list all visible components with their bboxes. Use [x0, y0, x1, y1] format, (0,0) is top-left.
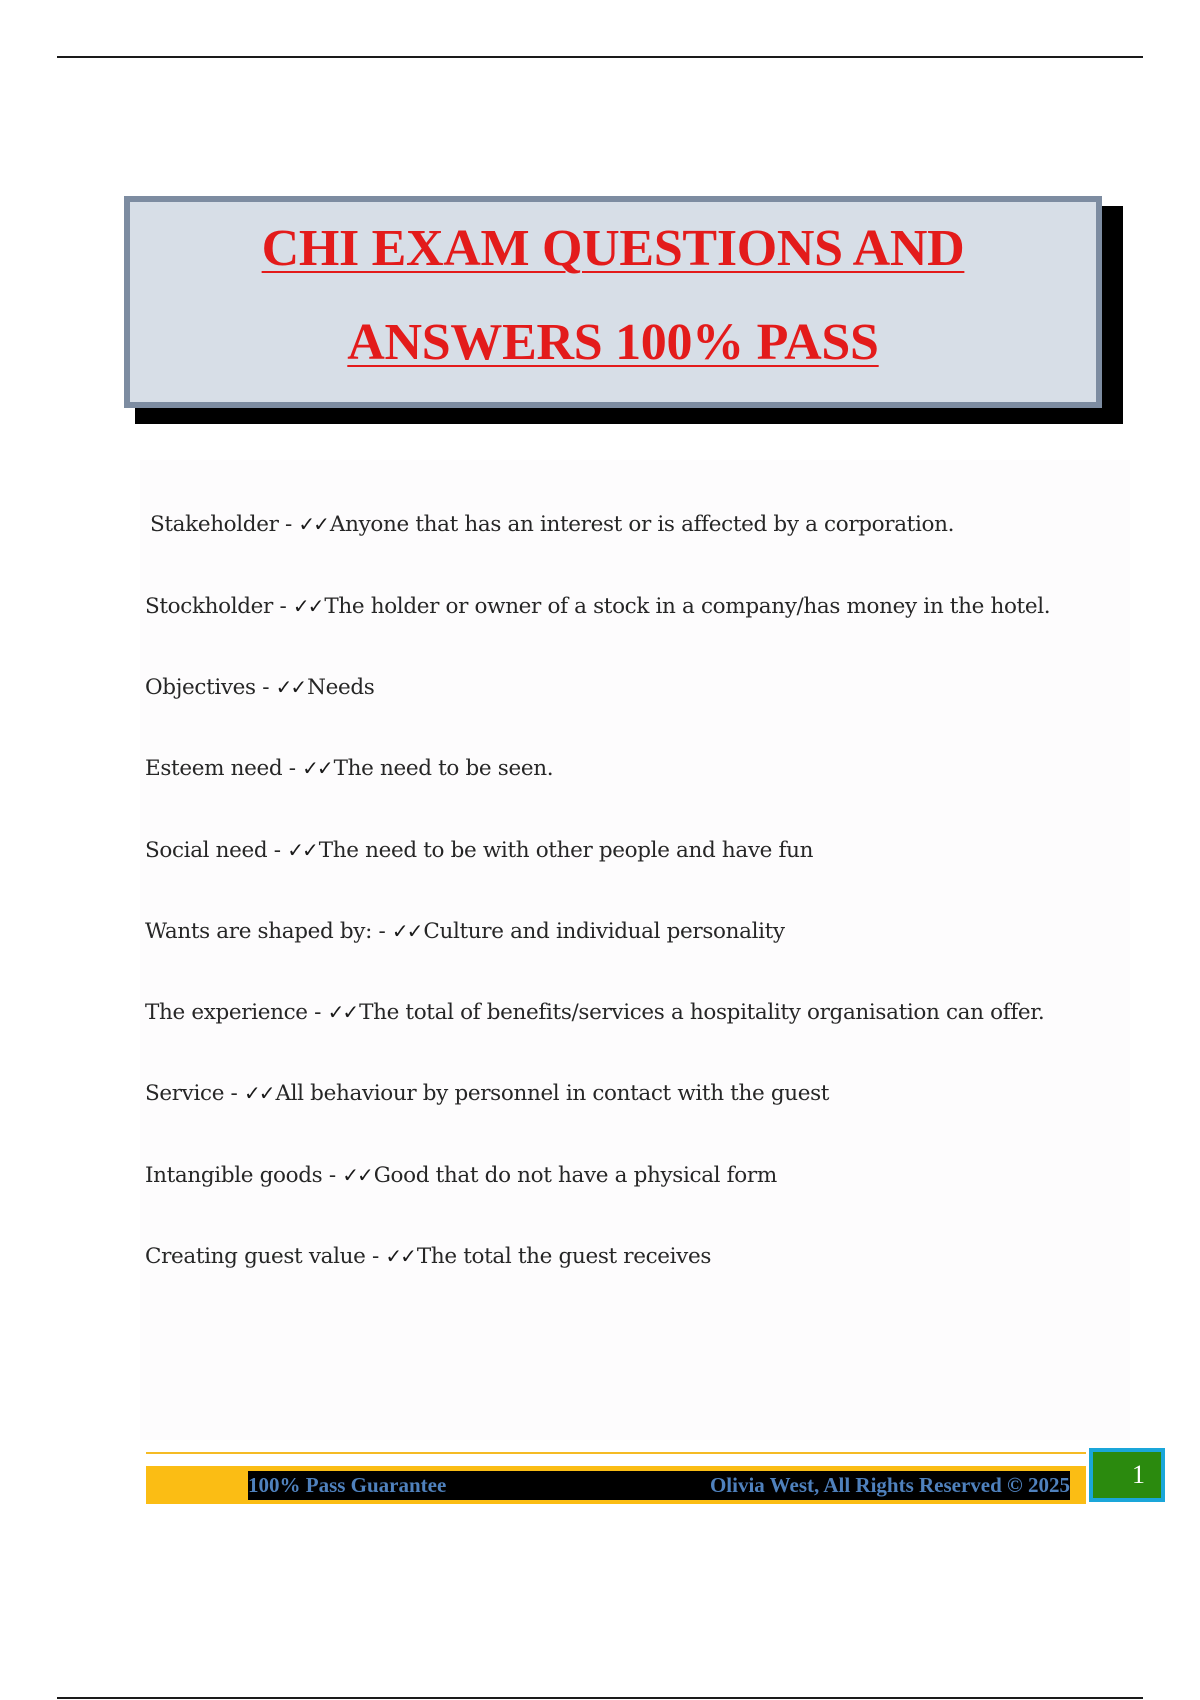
qa-item-stockholder — [145, 594, 1050, 619]
qa-answer: The need to be with other people and have fun — [318, 838, 814, 863]
double-check-icon: ✓✓ — [292, 594, 323, 618]
title-line-1: CHI EXAM QUESTIONS AND — [261, 220, 965, 277]
qa-answer: Good that do not have a physical form — [373, 1163, 777, 1188]
qa-term: Creating guest value - — [145, 1244, 386, 1269]
qa-item-wants — [145, 919, 785, 944]
footer-guarantee-text: 100% Pass Guarantee — [248, 1473, 447, 1497]
qa-answer: The total of benefits/services a hospitality organisation can offer. — [359, 1000, 1045, 1025]
double-check-icon: ✓✓ — [385, 1244, 415, 1268]
double-check-icon: ✓✓ — [342, 1163, 372, 1187]
qa-term: Wants are shaped by: - — [145, 919, 392, 944]
title-box — [124, 196, 1102, 408]
double-check-icon: ✓✓ — [243, 1081, 274, 1105]
qa-item-intangible-goods — [145, 1163, 777, 1188]
qa-answer: All behaviour by personnel in contact with the guest — [275, 1081, 830, 1106]
qa-answer: Culture and individual personality — [423, 919, 785, 944]
qa-term: Stockholder - — [145, 594, 293, 619]
qa-answer: Anyone that has an interest or is affected by a corporation. — [329, 512, 955, 537]
qa-term: Intangible goods - — [145, 1163, 343, 1188]
qa-term: Service - — [145, 1081, 244, 1106]
double-check-icon: ✓✓ — [275, 675, 306, 699]
qa-term: Esteem need - — [145, 756, 303, 781]
double-check-icon: ✓✓ — [287, 838, 317, 862]
qa-answer: The need to be seen. — [333, 756, 554, 781]
qa-answer: The total the guest receives — [416, 1244, 712, 1269]
double-check-icon: ✓✓ — [298, 512, 328, 536]
qa-item-guest-value — [145, 1244, 711, 1269]
double-check-icon: ✓✓ — [391, 919, 422, 943]
qa-item-stakeholder — [150, 512, 954, 537]
qa-item-experience — [145, 1000, 1044, 1025]
page-number: 1 — [1089, 1448, 1165, 1502]
double-check-icon: ✓✓ — [302, 756, 332, 780]
qa-term: The experience - — [145, 1000, 328, 1025]
qa-term: Objectives - — [145, 675, 276, 700]
footer-rule — [146, 1452, 1086, 1454]
title-line-2: ANSWERS 100% PASS — [347, 314, 879, 371]
qa-term: Stakeholder - — [150, 512, 299, 537]
bottom-rule — [57, 1697, 1143, 1699]
qa-item-social-need — [145, 838, 813, 863]
double-check-icon: ✓✓ — [327, 1000, 358, 1024]
qa-term: Social need - — [145, 838, 288, 863]
qa-answer: Needs — [307, 675, 375, 700]
qa-item-service — [145, 1081, 829, 1106]
qa-item-objectives — [145, 675, 374, 700]
qa-answer: The holder or owner of a stock in a company/has money in the hotel. — [324, 594, 1051, 619]
qa-item-esteem-need — [145, 756, 553, 781]
footer-copyright-text: Olivia West, All Rights Reserved © 2025 — [709, 1473, 1070, 1497]
top-rule — [57, 56, 1143, 58]
